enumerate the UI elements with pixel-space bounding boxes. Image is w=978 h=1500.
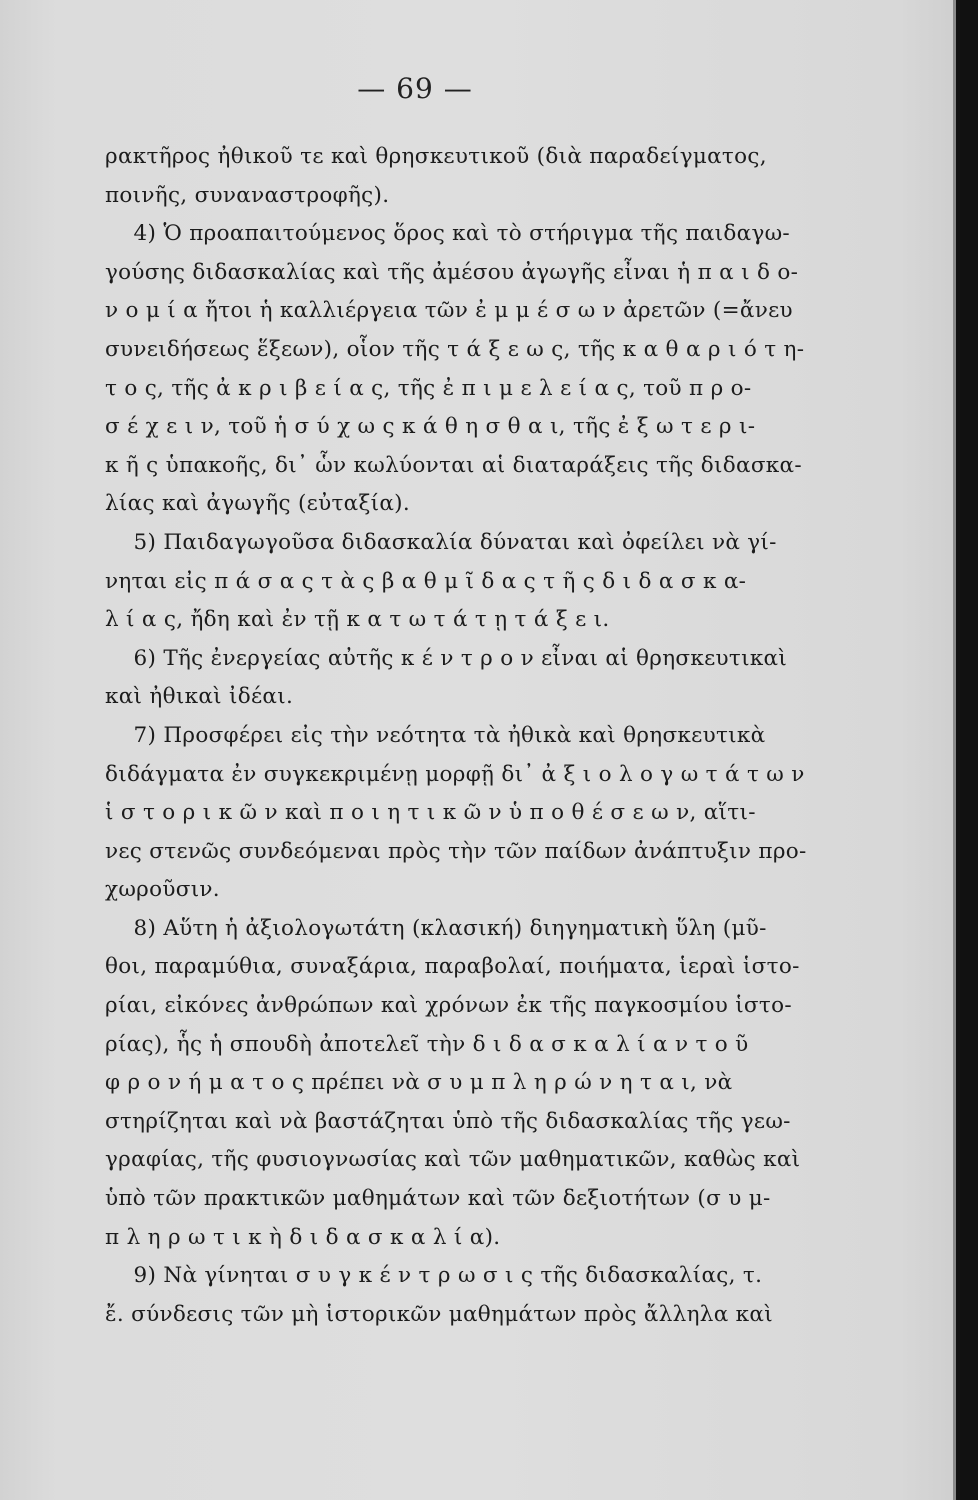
text-line: 9) Νὰ γίνηται σ υ γ κ έ ν τ ρ ω σ ι ς τῆς διδασκαλίας, τ.	[105, 1263, 763, 1289]
text-line: 6) Τῆς ἐνεργείας αὐτῆς κ έ ν τ ρ ο ν εἶναι αἱ θρησκευτικαὶ	[105, 645, 788, 671]
text-line: γούσης διδασκαλίας καὶ τῆς ἀμέσου ἀγωγῆς εἶναι ἡ π α ι δ ο-	[105, 259, 799, 285]
text-line: ρακτῆρος ἠθικοῦ τε καὶ θρησκευτικοῦ (διὰ παραδείγματος,	[105, 144, 767, 169]
text-line: 7) Προσφέρει εἰς τὴν νεότητα τὰ ἠθικὰ καὶ θρησκευτικὰ	[105, 722, 766, 748]
text-line: χωροῦσιν.	[105, 877, 220, 903]
body-text	[105, 138, 815, 1334]
text-line: 4) Ὁ προαπαιτούμενος ὅρος καὶ τὸ στήριγμα τῆς παιδαγω-	[105, 221, 791, 247]
text-line: ρίαι, εἰκόνες ἀνθρώπων καὶ χρόνων ἐκ τῆς παγκοσμίου ἱστο-	[105, 993, 792, 1019]
text-line: σ έ χ ε ι ν, τοῦ ἡ σ ύ χ ω ς κ ά θ η σ θ α ι, τῆς ἐ ξ ω τ ε ρ ι-	[105, 414, 756, 440]
text-line: ὑπὸ τῶν πρακτικῶν μαθημάτων καὶ τῶν δεξιοτήτων (σ υ μ-	[105, 1186, 771, 1212]
text-line: διδάγματα ἐν συγκεκριμένῃ μορφῇ δι᾿ ἀ ξ ι ο λ ο γ ω τ ά τ ω ν	[105, 761, 805, 787]
text-line: στηρίζηται καὶ νὰ βαστάζηται ὑπὸ τῆς διδασκαλίας τῆς γεω-	[105, 1108, 791, 1134]
text-line: καὶ ἠθικαὶ ἰδέαι.	[105, 684, 294, 710]
text-line: ρίας), ἧς ἡ σπουδὴ ἀποτελεῖ τὴν δ ι δ α σ κ α λ ί α ν τ ο ῦ	[105, 1031, 749, 1057]
text-line: θοι, παραμύθια, συναξάρια, παραβολαί, ποιήματα, ἱεραὶ ἱστο-	[105, 954, 800, 980]
page-number: — 69 —	[357, 72, 473, 105]
text-line: 5) Παιδαγωγοῦσα διδασκαλία δύναται καὶ ὀφείλει νὰ γί-	[105, 529, 777, 555]
text-line: φ ρ ο ν ή μ α τ ο ς πρέπει νὰ σ υ μ π λ η ρ ώ ν η τ α ι, νὰ	[105, 1070, 733, 1096]
text-line: ἔ. σύνδεσις τῶν μὴ ἱστορικῶν μαθημάτων πρὸς ἄλληλα καὶ	[105, 1301, 773, 1327]
text-line: τ ο ς, τῆς ἀ κ ρ ι β ε ί α ς, τῆς ἐ π ι μ ε λ ε ί α ς, τοῦ π ρ ο-	[105, 375, 752, 401]
text-line: ν ο μ ί α ἤτοι ἡ καλλιέργεια τῶν ἐ μ μ έ σ ω ν ἀρετῶν (=ἄνευ	[105, 298, 793, 324]
text-line: συνειδήσεως ἕξεων), οἷον τῆς τ ά ξ ε ω ς, τῆς κ α θ α ρ ι ό τ η-	[105, 336, 805, 362]
text-line: νες στενῶς συνδεόμεναι πρὸς τὴν τῶν παίδων ἀνάπτυξιν προ-	[105, 838, 807, 864]
text-line: 8) Αὕτη ἡ ἀξιολογωτάτη (κλασική) διηγηματικὴ ὕλη (μῦ-	[105, 915, 767, 941]
text-line: νηται εἰς π ά σ α ς τ ὰ ς β α θ μ ῖ δ α ς τ ῆ ς δ ι δ α σ κ α-	[105, 568, 747, 594]
text-line: γραφίας, τῆς φυσιογνωσίας καὶ τῶν μαθηματικῶν, καθὼς καὶ	[105, 1147, 801, 1173]
text-line: ἱ σ τ ο ρ ι κ ῶ ν καὶ π ο ι η τ ι κ ῶ ν ὑ π ο θ έ σ ε ω ν, αἵτι-	[105, 800, 756, 826]
text-line: λίας καὶ ἀγωγῆς (εὐταξία).	[105, 491, 410, 517]
text-line: π λ η ρ ω τ ι κ ὴ δ ι δ α σ κ α λ ί α).	[105, 1224, 501, 1250]
text-line: κ ῆ ς ὑπακοῆς, δι᾿ ὧν κωλύονται αἱ διαταράξεις τῆς διδασκα-	[105, 452, 802, 478]
text-line: ποινῆς, συναναστροφῆς).	[105, 182, 390, 208]
book-binding-edge	[956, 0, 978, 1500]
text-line: λ ί α ς, ἤδη καὶ ἐν τῇ κ α τ ω τ ά τ ῃ τ ά ξ ε ι.	[105, 607, 610, 633]
